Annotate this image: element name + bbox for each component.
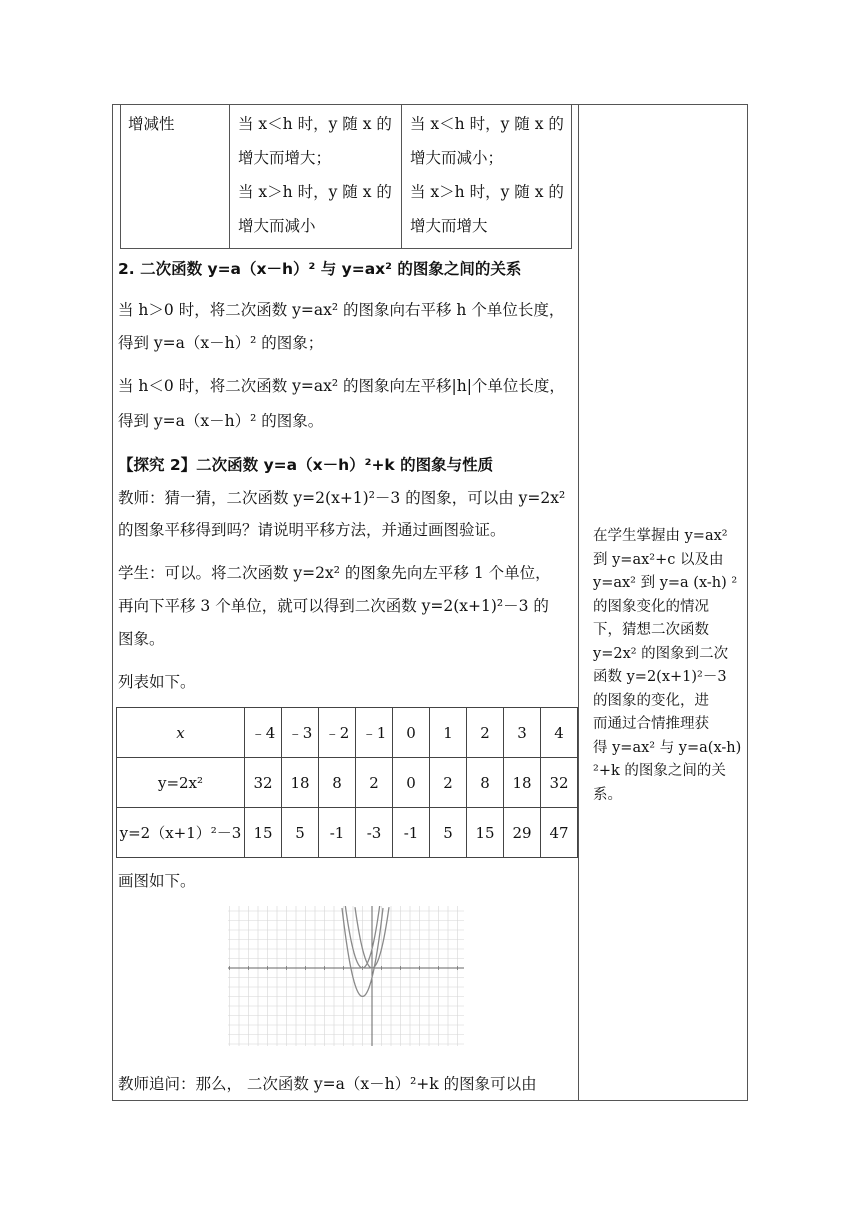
case2-line: 增大而增大: [410, 217, 488, 235]
side-note-line: ²+k 的图象之间的关: [593, 763, 726, 779]
teacher-line: 教师：猜一猜，二次函数 y=2(x+1)²－3 的图象，可以由 y=2x²: [118, 489, 566, 507]
side-note-line: 下，猜想二次函数: [593, 622, 709, 638]
case1-line: 增大而减小: [238, 217, 316, 235]
table-cell: 4: [541, 708, 578, 758]
case2-line: 当 x＜h 时，y 随 x 的: [410, 115, 564, 133]
table-cell: 8: [319, 758, 356, 808]
table-cell: 2: [356, 758, 393, 808]
row-label: y=2（x+1）²－3: [117, 808, 245, 858]
teacher-line: 的图象平移得到吗？请说明平移方法，并通过画图验证。: [118, 521, 506, 539]
table-cell: ﹣2: [319, 708, 356, 758]
student-line: 图象。: [118, 630, 165, 648]
table-cell: ﹣4: [245, 708, 282, 758]
case2-line: 增大而减小；: [410, 149, 504, 167]
side-note-line: y=ax² 到 y=a (x-h) ²: [593, 575, 738, 591]
side-note-line: 系。: [593, 786, 622, 803]
draw-intro: 画图如下。: [118, 872, 196, 890]
graph-grid: [228, 906, 464, 1046]
table-cell: 32: [541, 758, 578, 808]
side-note-line: 而通过合情推理获: [593, 716, 709, 732]
paragraph-line: 得到 y=a（x－h）² 的图象；: [118, 334, 324, 352]
case1-line: 当 x＜h 时，y 随 x 的: [238, 115, 392, 133]
table-cell: 3: [504, 708, 541, 758]
side-note-line: 到 y=ax²+c 以及由: [593, 551, 724, 568]
table-cell: ﹣3: [282, 708, 319, 758]
side-note-line: 的图象的变化，进: [593, 692, 709, 709]
table-row: [117, 758, 578, 808]
table-cell: 32: [245, 758, 282, 808]
case2-line: 当 x＞h 时，y 随 x 的: [410, 183, 564, 201]
table-cell: 18: [282, 758, 319, 808]
value-table: [116, 707, 578, 858]
monotonicity-label: 增减性: [128, 115, 175, 133]
table-cell: 8: [467, 758, 504, 808]
list-intro: 列表如下。: [118, 673, 196, 691]
side-note-line: 函数 y=2(x+1)²－3: [593, 669, 727, 685]
student-line: 再向下平移 3 个单位，就可以得到二次函数 y=2(x+1)²－3 的: [118, 597, 549, 615]
section-heading: 2. 二次函数 y=a（x－h）² 与 y=ax² 的图象之间的关系: [118, 260, 522, 278]
explore-heading: 【探究 2】二次函数 y=a（x－h）²+k 的图象与性质: [118, 456, 494, 474]
table-cell: 0: [393, 708, 430, 758]
graph-curves: [342, 906, 389, 996]
case1-line: 当 x＞h 时，y 随 x 的: [238, 183, 392, 201]
column-divider: [578, 104, 579, 1101]
table-row: [117, 708, 578, 758]
table-cell: 47: [541, 808, 578, 858]
side-note-line: y=2x² 的图象到二次: [593, 645, 729, 662]
table-cell: 15: [245, 808, 282, 858]
table-cell: 5: [430, 808, 467, 858]
table-cell: ﹣1: [356, 708, 393, 758]
side-note-line: 的图象变化的情况: [593, 598, 709, 615]
paragraph-line: 当 h＞0 时，将二次函数 y=ax² 的图象向右平移 h 个单位长度，: [118, 301, 565, 319]
row-label: x: [117, 708, 245, 758]
table-cell: 2: [467, 708, 504, 758]
parabola-graph: [228, 906, 464, 1046]
table-cell: 0: [393, 758, 430, 808]
table-row: [117, 808, 578, 858]
table-cell: -3: [356, 808, 393, 858]
table-cell: -1: [393, 808, 430, 858]
case1-line: 增大而增大；: [238, 149, 332, 167]
paragraph-line: 得到 y=a（x－h）² 的图象。: [118, 412, 324, 430]
table-cell: 1: [430, 708, 467, 758]
table-cell: 15: [467, 808, 504, 858]
student-line: 学生：可以。将二次函数 y=2x² 的图象先向左平移 1 个单位，: [118, 564, 551, 582]
table-cell: 18: [504, 758, 541, 808]
side-note-line: 在学生掌握由 y=ax²: [593, 528, 728, 544]
side-note: [593, 525, 743, 807]
teacher-followup: 教师追问：那么， 二次函数 y=a（x－h）²+k 的图象可以由: [118, 1075, 537, 1093]
table-cell: 29: [504, 808, 541, 858]
table-cell: -1: [319, 808, 356, 858]
paragraph-line: 当 h＜0 时，将二次函数 y=ax² 的图象向左平移|h|个单位长度，: [118, 377, 565, 395]
side-note-line: 得 y=ax² 与 y=a(x-h): [593, 739, 742, 756]
row-label: y=2x²: [117, 758, 245, 808]
table-cell: 5: [282, 808, 319, 858]
table-cell: 2: [430, 758, 467, 808]
